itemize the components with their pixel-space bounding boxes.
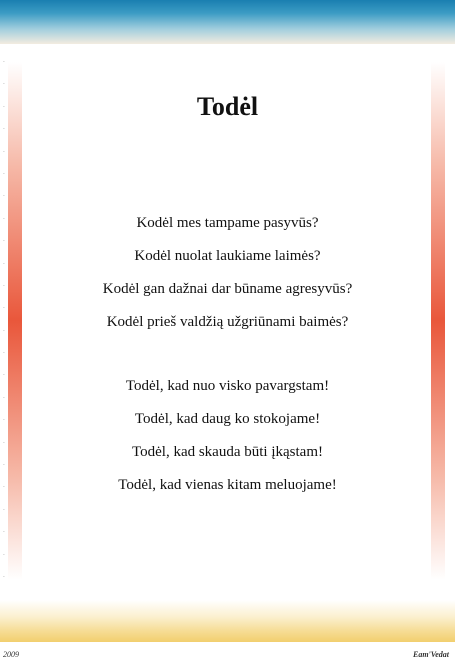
stanza-1 — [0, 207, 455, 339]
poem-line: Todėl, kad daug ko stokojame! — [134, 411, 321, 427]
margin-decoration: · · · · · · · · · · · · · · · · · · · · · · · · — [3, 60, 5, 580]
bottom-decorative-band — [0, 600, 455, 642]
footer — [0, 642, 455, 660]
poem-line: Kodėl prieš valdžią užgriūnami baimės? — [106, 314, 349, 330]
poem-title: Todėl — [196, 92, 259, 121]
footer-year: 2009 — [3, 650, 19, 659]
stanza-2 — [0, 370, 455, 502]
footer-author: Eam'Vedat — [412, 650, 449, 659]
poem-line: Todėl, kad skauda būti įkąstam! — [132, 444, 323, 460]
top-decorative-band — [0, 0, 455, 44]
poem-line: Kodėl mes tampame pasyvūs? — [136, 215, 319, 231]
poem-line: Todėl, kad vienas kitam meluojame! — [118, 477, 337, 493]
poem-line: Kodėl gan dažnai dar būname agresyvūs? — [102, 281, 353, 297]
poem-line: Todėl, kad nuo visko pavargstam! — [125, 378, 330, 394]
poem-line: Kodėl nuolat laukiame laimės? — [134, 248, 321, 264]
